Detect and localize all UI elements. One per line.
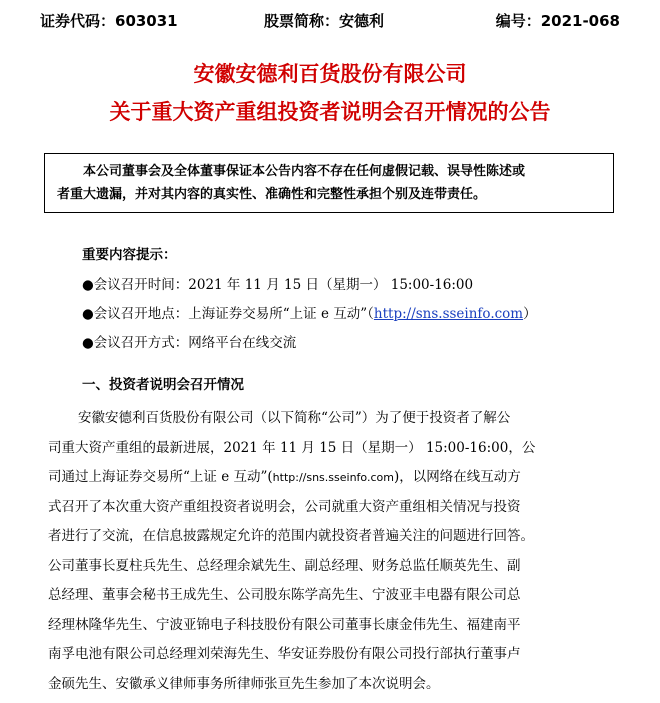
body-line: 金硕先生、安徽承义律师事务所律师张亘先生参加了本次说明会。 [48, 675, 440, 692]
disclaimer-box [44, 153, 614, 213]
sse-link[interactable]: http://sns.sseinfo.com [373, 306, 524, 322]
meeting-place-label: ●会议召开地点：上海证券交易所“上证 e 互动”（ [82, 306, 374, 322]
highlights-heading: 重要内容提示： [82, 247, 177, 263]
body-line: 南孚电池有限公司总经理刘荣海先生、华安证券股份有限公司投行部执行董事卢 [48, 646, 521, 662]
body-line-part: )，以网络在线互动方 [393, 469, 521, 485]
body-line: 司重大资产重组的最新进展，2021 年 11 月 15 日（星期一） 15:00-16:00，公 [48, 439, 536, 456]
company-title: 安徽安德利百货股份有限公司 [193, 62, 467, 86]
meeting-time: ●会议召开时间：2021 年 11 月 15 日（星期一） 15:00-16:00 [82, 277, 474, 293]
meeting-place [82, 302, 537, 322]
stock-abbreviation: 股票简称：安德利 [264, 12, 385, 30]
meeting-place-close: ） [523, 306, 537, 322]
section1-body [48, 404, 608, 699]
document-header [40, 10, 620, 34]
body-line [48, 463, 608, 493]
body-line: 者进行了交流，在信息披露规定允许的范围内就投资者普遍关注的问题进行回答。 [48, 528, 534, 544]
announcement-title: 关于重大资产重组投资者说明会召开情况的公告 [109, 100, 551, 124]
meeting-method: ●会议召开方式：网络平台在线交流 [82, 335, 297, 351]
body-line: 式召开了本次重大资产重组投资者说明会，公司就重大资产重组相关情况与投资 [48, 498, 521, 515]
body-line: 经理林隆华先生、宁波亚锦电子科技股份有限公司董事长康金伟先生、福建南平 [48, 616, 521, 633]
body-line: 总经理、董事会秘书王成先生、公司股东陈学高先生、宁波亚丰电器有限公司总 [48, 587, 521, 603]
sse-url-text: http://sns.sseinfo.com [272, 471, 394, 484]
body-line: 安徽安德利百货股份有限公司（以下简称“公司”）为了便于投资者了解公 [78, 410, 511, 426]
serial-number: 编号：2021-068 [495, 12, 620, 30]
disclaimer-line-1: 本公司董事会及全体董事保证本公告内容不存在任何虚假记载、误导性陈述或 [83, 164, 526, 179]
body-line-part: 司通过上海证券交易所“上证 e 互动”( [48, 469, 273, 485]
disclaimer-line-2: 者重大遗漏，并对其内容的真实性、准确性和完整性承担个别及连带责任。 [57, 187, 487, 202]
section1-heading: 一、投资者说明会召开情况 [82, 377, 244, 393]
stock-code: 证券代码：603031 [40, 12, 178, 30]
body-line: 公司董事长夏柱兵先生、总经理余斌先生、副总经理、财务总监任顺英先生、副 [48, 557, 521, 574]
